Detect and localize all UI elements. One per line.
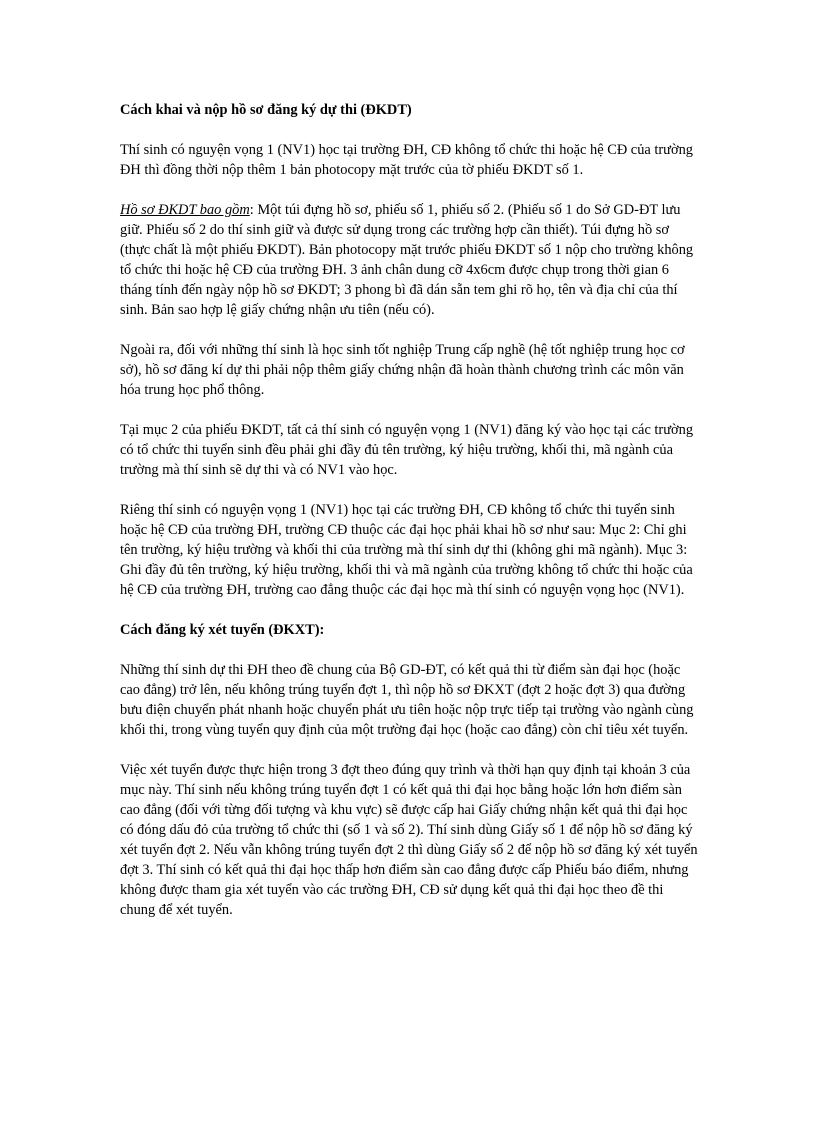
dossier-label: Hồ sơ ĐKDT bao gồm [120,202,250,218]
paragraph-nv1: Thí sinh có nguyện vọng 1 (NV1) học tại trường ĐH, CĐ không tổ chức thi hoặc hệ CĐ của trường ĐH thì đồng thời nộp thêm 1 bản photocopy mặt trước của tờ phiếu ĐKDT số 1. [120,142,693,178]
heading-registration: Cách khai và nộp hồ sơ đăng ký dự thi (ĐKDT) [120,102,412,118]
paragraph-admission: Những thí sinh dự thi ĐH theo đề chung của Bộ GD-ĐT, có kết quả thi từ điểm sàn đại học (hoặc cao đẳng) trở lên, nếu không trúng tuyển đợt 1, thì nộp hồ sơ ĐKXT (đợt 2 hoặc đợt 3) qua đường bưu điện chuyển phát nhanh hoặc chuyển phát ưu tiên hoặc nộp trực tiếp tại trường vào ngành cùng khối thi, trong vùng tuyển quy định của một trường đại học (hoặc cao đẳng) còn chỉ tiêu xét tuyển. [120,662,694,738]
paragraph-rounds: Việc xét tuyển được thực hiện trong 3 đợt theo đúng quy trình và thời hạn quy định tại khoản 3 của mục này. Thí sinh nếu không trúng tuyển đợt 1 có kết quả thi đại học bằng hoặc lớn hơn điểm sàn cao đẳng (đối với từng đối tượng và khu vực) sẽ được cấp hai Giấy chứng nhận kết quả thi đại học có đóng dấu đỏ của trường tổ chức thi (số 1 và số 2). Thí sinh dùng Giấy số 1 để nộp hồ sơ đăng ký xét tuyển đợt 2. Nếu vẫn không trúng tuyển đợt 2 thì dùng Giấy số 2 để nộp hồ sơ đăng ký xét tuyển đợt 3. Thí sinh có kết quả thi đại học thấp hơn điểm sàn cao đẳng được cấp Phiếu báo điểm, nhưng không được tham gia xét tuyển vào các trường ĐH, CĐ sử dụng kết quả thi đại học theo đề thi chung để xét tuyển. [120,762,698,918]
paragraph-special-case: Riêng thí sinh có nguyện vọng 1 (NV1) học tại các trường ĐH, CĐ không tổ chức thi tuyển sinh hoặc hệ CĐ của trường ĐH, trường CĐ thuộc các đại học phải khai hồ sơ như sau: Mục 2: Chỉ ghi tên trường, ký hiệu trường và khối thi của trường mà thí sinh dự thi (không ghi mã ngành). Mục 3: Ghi đầy đủ tên trường, ký hiệu trường, khối thi và mã ngành của trường không tổ chức thi hoặc của hệ CĐ của trường ĐH, trường cao đẳng thuộc các đại học mà thí sinh có nguyện vọng học (NV1). [120,502,693,598]
dossier-text: : Một túi đựng hồ sơ, phiếu số 1, phiếu số 2. (Phiếu số 1 do Sở GD-ĐT lưu giữ. Phiếu số 2 do thí sinh giữ và được sử dụng trong các trường hợp cần thiết). Túi đựng hồ sơ (thực chất là một phiếu ĐKDT). Bản photocopy mặt trước phiếu ĐKDT số 1 nộp cho trường không tổ chức thi hoặc hệ CĐ của trường ĐH. 3 ảnh chân dung cỡ 4x6cm được chụp trong thời gian 6 tháng tính đến ngày nộp hồ sơ ĐKDT; 3 phong bì đã dán sẵn tem ghi rõ họ, tên và địa chỉ của thí sinh. Bản sao hợp lệ giấy chứng nhận ưu tiên (nếu có). [120,202,694,318]
document-body [120,100,698,920]
paragraph-dossier [120,200,698,320]
heading-admission: Cách đăng ký xét tuyển (ĐKXT): [120,622,325,638]
paragraph-section2: Tại mục 2 của phiếu ĐKDT, tất cả thí sinh có nguyện vọng 1 (NV1) đăng ký vào học tại các trường có tổ chức thi tuyển sinh đều phải ghi đầy đủ tên trường, ký hiệu trường, khối thi, mã ngành của trường mà thí sinh sẽ dự thi và có NV1 vào học. [120,422,694,478]
paragraph-vocational: Ngoài ra, đối với những thí sinh là học sinh tốt nghiệp Trung cấp nghề (hệ tốt nghiệp trung học cơ sở), hồ sơ đăng kí dự thi phải nộp thêm giấy chứng nhận đã hoàn thành chương trình các môn văn hóa trung học phổ thông. [120,342,685,398]
